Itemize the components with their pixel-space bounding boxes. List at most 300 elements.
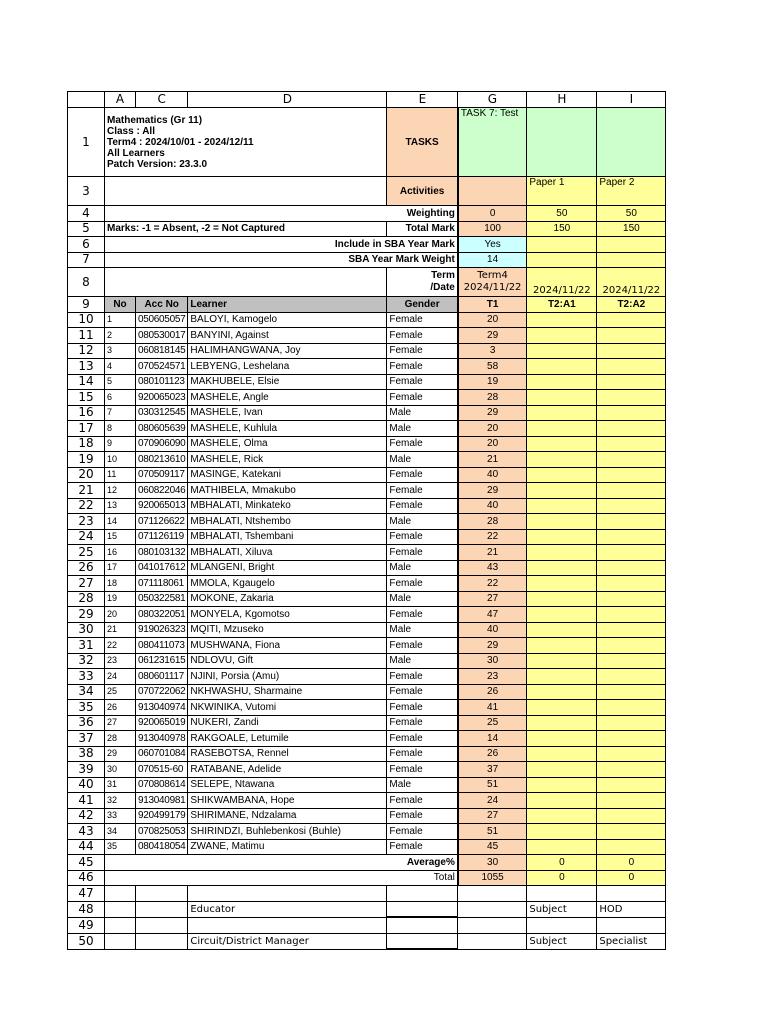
total-mark-i[interactable]: 150 xyxy=(597,221,666,237)
include-sba-value[interactable]: Yes xyxy=(458,237,527,253)
mark-t1[interactable]: 29 xyxy=(458,638,527,654)
learner-gender: Female xyxy=(387,498,458,514)
weighting-g[interactable]: 0 xyxy=(458,206,527,222)
subject-label-2: Subject xyxy=(527,933,597,949)
mark-t2-a1[interactable] xyxy=(527,607,597,623)
mark-t1[interactable]: 47 xyxy=(458,607,527,623)
row-number: 48 xyxy=(68,901,105,917)
mark-t1[interactable]: 20 xyxy=(458,436,527,452)
patch-version-text: Patch Version: 23.3.0 xyxy=(107,158,208,170)
row-number: 27 xyxy=(68,576,105,592)
mark-t2-a1[interactable] xyxy=(527,436,597,452)
mark-t2-a1[interactable] xyxy=(527,824,597,840)
learner-name: MATHIBELA, Mmakubo xyxy=(188,483,387,499)
mark-t1[interactable]: 51 xyxy=(458,777,527,793)
learner-gender: Male xyxy=(387,514,458,530)
learner-row xyxy=(68,467,666,483)
learner-gender: Male xyxy=(387,777,458,793)
learner-row xyxy=(68,312,666,328)
activity-h[interactable]: Paper 1 xyxy=(527,177,597,206)
mark-t2-a1[interactable] xyxy=(527,452,597,468)
mark-t1[interactable]: 14 xyxy=(458,731,527,747)
mark-t1[interactable]: 28 xyxy=(458,390,527,406)
learner-gender: Female xyxy=(387,700,458,716)
learner-row xyxy=(68,669,666,685)
row-number: 8 xyxy=(68,268,105,297)
mark-t2-a2[interactable] xyxy=(597,746,666,762)
learner-no: 13 xyxy=(105,498,136,514)
row-number: 43 xyxy=(68,824,105,840)
weighting-h[interactable]: 50 xyxy=(527,206,597,222)
mark-t2-a2[interactable] xyxy=(597,622,666,638)
learner-gender: Female xyxy=(387,793,458,809)
learner-acc-no: 030312545 xyxy=(136,405,188,421)
weighting-i[interactable]: 50 xyxy=(597,206,666,222)
mark-t2-a1[interactable] xyxy=(527,483,597,499)
cell[interactable] xyxy=(105,933,136,949)
learner-row xyxy=(68,591,666,607)
corner-cell[interactable] xyxy=(68,92,105,108)
mark-t1[interactable]: 43 xyxy=(458,560,527,576)
weighting-row xyxy=(68,206,666,222)
mark-t2-a2[interactable] xyxy=(597,514,666,530)
mark-t2-a1[interactable] xyxy=(527,328,597,344)
educator-signature-line[interactable] xyxy=(387,901,458,917)
mark-t2-a1[interactable] xyxy=(527,374,597,390)
learner-acc-no: 071126119 xyxy=(136,529,188,545)
average-g: 30 xyxy=(458,855,527,871)
row-number: 34 xyxy=(68,684,105,700)
mark-t1[interactable]: 27 xyxy=(458,591,527,607)
learner-gender: Female xyxy=(387,824,458,840)
mark-t2-a1[interactable] xyxy=(527,700,597,716)
mark-t2-a1[interactable] xyxy=(527,529,597,545)
learner-gender: Male xyxy=(387,452,458,468)
learner-gender: Female xyxy=(387,436,458,452)
sba-weight-value[interactable]: 14 xyxy=(458,252,527,268)
learner-acc-no: 070509117 xyxy=(136,467,188,483)
mark-t2-a2[interactable] xyxy=(597,793,666,809)
mark-t2-a2[interactable] xyxy=(597,452,666,468)
learner-name: MASHELE, Olma xyxy=(188,436,387,452)
total-g: 1055 xyxy=(458,870,527,886)
learner-gender: Female xyxy=(387,731,458,747)
cell[interactable] xyxy=(527,917,597,933)
marks-legend: Marks: -1 = Absent, -2 = Not Captured xyxy=(105,221,387,237)
learner-name: MASHELE, Ivan xyxy=(188,405,387,421)
cell[interactable] xyxy=(387,917,458,933)
learner-acc-no: 080322051 xyxy=(136,607,188,623)
learner-name: MUSHWANA, Fiona xyxy=(188,638,387,654)
mark-t1[interactable]: 29 xyxy=(458,483,527,499)
learner-name: BANYINI, Against xyxy=(188,328,387,344)
mark-t1[interactable]: 21 xyxy=(458,545,527,561)
activities-label: Activities xyxy=(387,177,458,206)
task-i-name[interactable] xyxy=(597,108,666,177)
learner-name: MBHALATI, Ntshembo xyxy=(188,514,387,530)
manager-signature-line[interactable] xyxy=(387,933,458,949)
learner-no: 6 xyxy=(105,390,136,406)
learner-name: MLANGENI, Bright xyxy=(188,560,387,576)
learner-row xyxy=(68,343,666,359)
mark-t1[interactable]: 40 xyxy=(458,622,527,638)
row-number: 6 xyxy=(68,237,105,253)
mark-t2-a1[interactable] xyxy=(527,560,597,576)
date-g: 2024/11/22 xyxy=(463,282,522,293)
term-date-g[interactable] xyxy=(458,268,527,297)
cell[interactable] xyxy=(136,886,188,902)
mark-t2-a2[interactable] xyxy=(597,808,666,824)
mark-t2-a1[interactable] xyxy=(527,839,597,855)
term-label: Term xyxy=(431,270,455,281)
learner-acc-no: 080530017 xyxy=(136,328,188,344)
learner-gender: Female xyxy=(387,839,458,855)
mark-t2-a2[interactable] xyxy=(597,343,666,359)
mark-t2-a1[interactable] xyxy=(527,669,597,685)
cell[interactable] xyxy=(458,886,527,902)
learner-row xyxy=(68,762,666,778)
column-header-e[interactable]: E xyxy=(387,92,458,108)
row-number: 12 xyxy=(68,343,105,359)
include-sba-i[interactable] xyxy=(597,237,666,253)
learner-row xyxy=(68,622,666,638)
row-number: 26 xyxy=(68,560,105,576)
row-number: 24 xyxy=(68,529,105,545)
learner-no: 32 xyxy=(105,793,136,809)
cell[interactable] xyxy=(136,901,188,917)
row-number: 31 xyxy=(68,638,105,654)
mark-t2-a2[interactable] xyxy=(597,545,666,561)
learner-row xyxy=(68,452,666,468)
subject-text: Mathematics (Gr 11) xyxy=(107,114,203,126)
mark-t2-a2[interactable] xyxy=(597,591,666,607)
subject-label-1: Subject xyxy=(527,901,597,917)
average-h: 0 xyxy=(527,855,597,871)
learner-no: 31 xyxy=(105,777,136,793)
learner-no: 7 xyxy=(105,405,136,421)
row-number: 39 xyxy=(68,762,105,778)
cell[interactable] xyxy=(458,901,527,917)
column-header-c[interactable]: C xyxy=(136,92,188,108)
learner-row xyxy=(68,390,666,406)
mark-t2-a1[interactable] xyxy=(527,467,597,483)
learner-row xyxy=(68,653,666,669)
mark-t1[interactable]: 22 xyxy=(458,576,527,592)
learner-name: MASHELE, Rick xyxy=(188,452,387,468)
row-number: 23 xyxy=(68,514,105,530)
mark-t2-a1[interactable] xyxy=(527,808,597,824)
mark-t1[interactable]: 45 xyxy=(458,839,527,855)
row-number: 19 xyxy=(68,452,105,468)
average-row xyxy=(68,855,666,871)
learner-name: NJINI, Porsia (Amu) xyxy=(188,669,387,685)
circuit-manager-label: Circuit/District Manager xyxy=(188,933,387,949)
mark-t1[interactable]: 25 xyxy=(458,715,527,731)
term-date-row xyxy=(68,268,666,297)
row-number: 13 xyxy=(68,359,105,375)
mark-t2-a2[interactable] xyxy=(597,498,666,514)
row-number: 1 xyxy=(68,108,105,177)
learner-name: NUKERI, Zandi xyxy=(188,715,387,731)
cell[interactable] xyxy=(387,886,458,902)
cell[interactable] xyxy=(105,917,136,933)
cell[interactable] xyxy=(188,917,387,933)
total-mark-label: Total Mark xyxy=(387,221,458,237)
column-header-h[interactable]: H xyxy=(527,92,597,108)
mark-t2-a2[interactable] xyxy=(597,777,666,793)
learner-gender: Female xyxy=(387,312,458,328)
mark-t1[interactable]: 19 xyxy=(458,374,527,390)
column-header-i[interactable]: I xyxy=(597,92,666,108)
mark-t2-a1[interactable] xyxy=(527,746,597,762)
mark-t1[interactable]: 26 xyxy=(458,746,527,762)
learner-no: 2 xyxy=(105,328,136,344)
class-text: Class : All xyxy=(107,125,155,137)
term-text: Term4 : 2024/10/01 - 2024/12/11 xyxy=(107,136,254,148)
learner-no: 12 xyxy=(105,483,136,499)
mark-t2-a2[interactable] xyxy=(597,374,666,390)
cell[interactable] xyxy=(136,933,188,949)
learner-row xyxy=(68,607,666,623)
mark-t2-a2[interactable] xyxy=(597,405,666,421)
term-g: Term4 xyxy=(477,270,508,281)
learner-no: 23 xyxy=(105,653,136,669)
mark-t1[interactable]: 51 xyxy=(458,824,527,840)
mark-t2-a2[interactable] xyxy=(597,684,666,700)
task-g-name[interactable]: TASK 7: Test xyxy=(458,108,527,177)
mark-t2-a2[interactable] xyxy=(597,824,666,840)
mark-t2-a1[interactable] xyxy=(527,359,597,375)
learner-acc-no: 070825053 xyxy=(136,824,188,840)
specialist-label: Specialist xyxy=(597,933,666,949)
t2a1-header: T2:A1 xyxy=(527,297,597,313)
learner-gender: Female xyxy=(387,483,458,499)
mark-t1[interactable]: 30 xyxy=(458,653,527,669)
cell[interactable] xyxy=(105,901,136,917)
mark-t2-a1[interactable] xyxy=(527,684,597,700)
learner-name: MBHALATI, Xiluva xyxy=(188,545,387,561)
mark-t2-a1[interactable] xyxy=(527,343,597,359)
mark-t1[interactable]: 23 xyxy=(458,669,527,685)
column-header-row xyxy=(68,92,666,108)
mark-t1[interactable]: 20 xyxy=(458,421,527,437)
mark-t1[interactable]: 29 xyxy=(458,328,527,344)
cell[interactable] xyxy=(527,886,597,902)
learner-acc-no: 920065019 xyxy=(136,715,188,731)
learner-name: SHIRINDZI, Buhlebenkosi (Buhle) xyxy=(188,824,387,840)
mark-t1[interactable]: 21 xyxy=(458,452,527,468)
row-number: 44 xyxy=(68,839,105,855)
mark-t2-a1[interactable] xyxy=(527,653,597,669)
total-row xyxy=(68,870,666,886)
mark-t2-a2[interactable] xyxy=(597,700,666,716)
learner-name: MASINGE, Katekani xyxy=(188,467,387,483)
learner-acc-no: 050605057 xyxy=(136,312,188,328)
learner-no: 29 xyxy=(105,746,136,762)
mark-t1[interactable]: 3 xyxy=(458,343,527,359)
row-number: 3 xyxy=(68,177,105,206)
mark-t2-a2[interactable] xyxy=(597,762,666,778)
mark-t2-a1[interactable] xyxy=(527,731,597,747)
cell[interactable] xyxy=(188,886,387,902)
mark-t1[interactable]: 20 xyxy=(458,312,527,328)
include-sba-h[interactable] xyxy=(527,237,597,253)
mark-t2-a2[interactable] xyxy=(597,529,666,545)
mark-t2-a2[interactable] xyxy=(597,731,666,747)
learner-row xyxy=(68,777,666,793)
column-header-a[interactable]: A xyxy=(105,92,136,108)
learner-acc-no: 920065013 xyxy=(136,498,188,514)
mark-t1[interactable]: 41 xyxy=(458,700,527,716)
mark-t2-a1[interactable] xyxy=(527,777,597,793)
blank-row xyxy=(68,886,666,902)
sba-weight-h[interactable] xyxy=(527,252,597,268)
total-i: 0 xyxy=(597,870,666,886)
mark-t2-a2[interactable] xyxy=(597,638,666,654)
mark-t1[interactable]: 58 xyxy=(458,359,527,375)
row-number: 10 xyxy=(68,312,105,328)
mark-t2-a1[interactable] xyxy=(527,421,597,437)
mark-t2-a1[interactable] xyxy=(527,312,597,328)
mark-t2-a1[interactable] xyxy=(527,591,597,607)
learner-row xyxy=(68,560,666,576)
total-mark-row xyxy=(68,221,666,237)
learner-name: MONYELA, Kgomotso xyxy=(188,607,387,623)
learner-gender: Female xyxy=(387,545,458,561)
mark-t2-a1[interactable] xyxy=(527,576,597,592)
learner-gender: Male xyxy=(387,591,458,607)
mark-t2-a1[interactable] xyxy=(527,514,597,530)
mark-t1[interactable]: 26 xyxy=(458,684,527,700)
row-number: 42 xyxy=(68,808,105,824)
sba-weight-label: SBA Year Mark Weight xyxy=(105,252,458,268)
learner-gender: Female xyxy=(387,746,458,762)
date-h[interactable]: 2024/11/22 xyxy=(527,268,597,297)
activity-g[interactable] xyxy=(458,177,527,206)
learner-no: 11 xyxy=(105,467,136,483)
mark-t2-a2[interactable] xyxy=(597,312,666,328)
learner-no: 15 xyxy=(105,529,136,545)
class-info-cell[interactable] xyxy=(105,108,387,177)
learner-gender: Male xyxy=(387,560,458,576)
mark-t2-a2[interactable] xyxy=(597,483,666,499)
learner-name: RAKGOALE, Letumile xyxy=(188,731,387,747)
mark-t1[interactable]: 28 xyxy=(458,514,527,530)
learner-acc-no: 060818145 xyxy=(136,343,188,359)
task-h-name[interactable] xyxy=(527,108,597,177)
learner-no: 25 xyxy=(105,684,136,700)
mark-t2-a2[interactable] xyxy=(597,669,666,685)
mark-t2-a1[interactable] xyxy=(527,545,597,561)
mark-t2-a2[interactable] xyxy=(597,328,666,344)
learner-acc-no: 080213610 xyxy=(136,452,188,468)
activity-i[interactable]: Paper 2 xyxy=(597,177,666,206)
learner-gender: Male xyxy=(387,653,458,669)
mark-t2-a1[interactable] xyxy=(527,793,597,809)
mark-t1[interactable]: 27 xyxy=(458,808,527,824)
mark-t1[interactable]: 22 xyxy=(458,529,527,545)
total-h: 0 xyxy=(527,870,597,886)
learner-acc-no: 920065023 xyxy=(136,390,188,406)
cell[interactable] xyxy=(136,917,188,933)
learner-name: MASHELE, Angle xyxy=(188,390,387,406)
row-number: 35 xyxy=(68,700,105,716)
mark-t2-a1[interactable] xyxy=(527,715,597,731)
row-number: 16 xyxy=(68,405,105,421)
activities-blank[interactable] xyxy=(105,177,387,206)
mark-t1[interactable]: 40 xyxy=(458,467,527,483)
mark-t1[interactable]: 40 xyxy=(458,498,527,514)
learner-name: NDLOVU, Gift xyxy=(188,653,387,669)
mark-t2-a2[interactable] xyxy=(597,467,666,483)
learner-name: SHIKWAMBANA, Hope xyxy=(188,793,387,809)
mark-t2-a2[interactable] xyxy=(597,715,666,731)
mark-t2-a2[interactable] xyxy=(597,436,666,452)
mark-t1[interactable]: 29 xyxy=(458,405,527,421)
learner-acc-no: 913040978 xyxy=(136,731,188,747)
cell[interactable] xyxy=(105,886,136,902)
date-i[interactable]: 2024/11/22 xyxy=(597,268,666,297)
cell[interactable] xyxy=(458,917,527,933)
marksheet-table xyxy=(67,91,666,950)
mark-t2-a1[interactable] xyxy=(527,405,597,421)
hod-label: HOD xyxy=(597,901,666,917)
sba-weight-i[interactable] xyxy=(597,252,666,268)
learner-gender: Female xyxy=(387,359,458,375)
mark-t2-a2[interactable] xyxy=(597,607,666,623)
total-mark-g[interactable]: 100 xyxy=(458,221,527,237)
learner-name: MAKHUBELE, Elsie xyxy=(188,374,387,390)
row-number: 25 xyxy=(68,545,105,561)
mark-t2-a1[interactable] xyxy=(527,622,597,638)
learner-gender: Female xyxy=(387,467,458,483)
mark-t2-a1[interactable] xyxy=(527,390,597,406)
learners-text: All Learners xyxy=(107,147,165,159)
mark-t2-a2[interactable] xyxy=(597,839,666,855)
learner-row xyxy=(68,328,666,344)
mark-t2-a1[interactable] xyxy=(527,498,597,514)
include-sba-label: Include in SBA Year Mark xyxy=(105,237,458,253)
row-number: 32 xyxy=(68,653,105,669)
learner-name: MASHELE, Kuhlula xyxy=(188,421,387,437)
learner-acc-no: 080601117 xyxy=(136,669,188,685)
mark-t2-a1[interactable] xyxy=(527,762,597,778)
mark-t2-a2[interactable] xyxy=(597,560,666,576)
term-blank[interactable] xyxy=(105,268,387,297)
manager-signature-row xyxy=(68,933,666,949)
mark-t2-a2[interactable] xyxy=(597,390,666,406)
column-header-d[interactable]: D xyxy=(188,92,387,108)
cell[interactable] xyxy=(597,886,666,902)
mark-t2-a2[interactable] xyxy=(597,421,666,437)
learner-name: HALIMHANGWANA, Joy xyxy=(188,343,387,359)
mark-t2-a2[interactable] xyxy=(597,359,666,375)
learner-no: 17 xyxy=(105,560,136,576)
mark-t2-a2[interactable] xyxy=(597,576,666,592)
cell[interactable] xyxy=(458,933,527,949)
mark-t2-a1[interactable] xyxy=(527,638,597,654)
mark-t1[interactable]: 24 xyxy=(458,793,527,809)
total-mark-h[interactable]: 150 xyxy=(527,221,597,237)
learner-row xyxy=(68,839,666,855)
row-number: 28 xyxy=(68,591,105,607)
column-header-g[interactable]: G xyxy=(458,92,527,108)
mark-t1[interactable]: 37 xyxy=(458,762,527,778)
mark-t2-a2[interactable] xyxy=(597,653,666,669)
learner-name: RASEBOTSA, Rennel xyxy=(188,746,387,762)
learner-no: 5 xyxy=(105,374,136,390)
cell[interactable] xyxy=(597,917,666,933)
